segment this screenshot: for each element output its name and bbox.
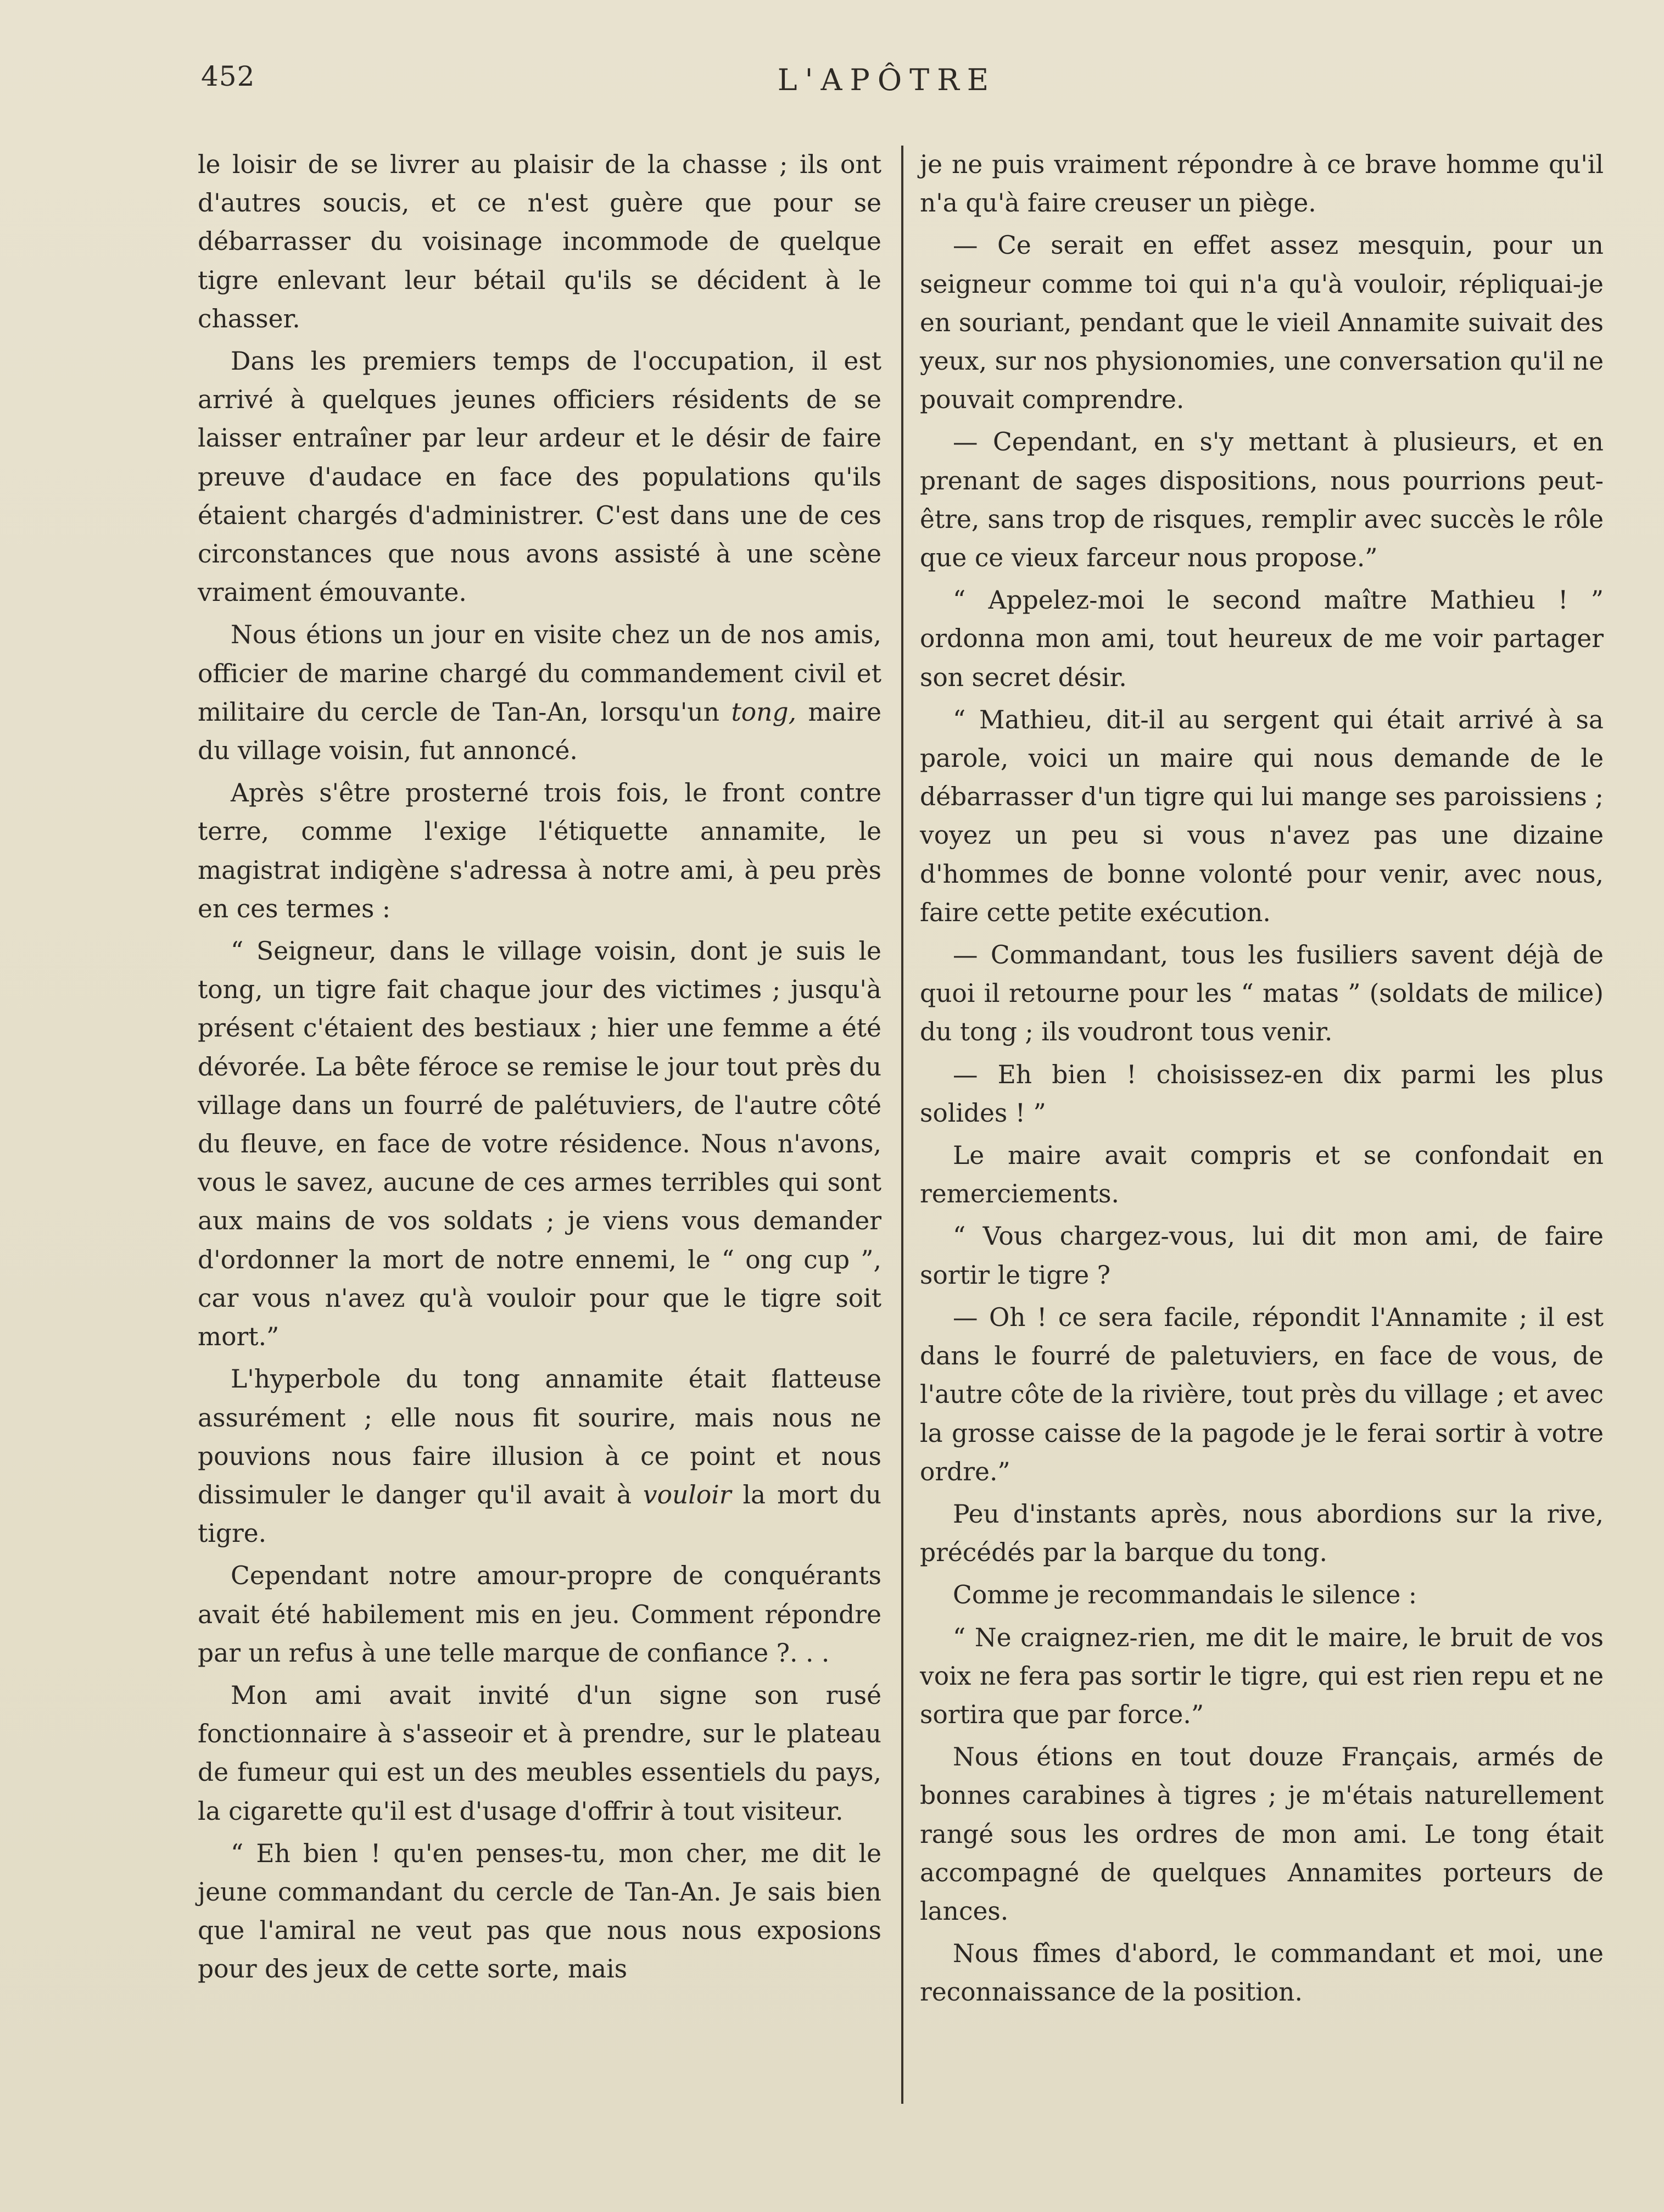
text-run: Nous étions un jour en visite chez un de nos amis, officier de marine chargé du commandement civil et militaire du cercle de Tan-An, lorsqu'un (198, 620, 881, 727)
paragraph: le loisir de se livrer au plaisir de la chasse ; ils ont d'autres soucis, et ce n'est guère que pour se débarrasser du voisinage incommode de quelque tigre enlevant leur bétail qu'ils se décident à le chasser. (198, 150, 881, 333)
paragraph (198, 1360, 881, 1553)
page-number: 452 (201, 60, 255, 92)
italic-word: vouloir (643, 1480, 732, 1509)
paragraph: Cependant notre amour-propre de conquérants avait été habilement mis en jeu. Comment répondre par un refus à une telle marque de confiance ?. . . (198, 1561, 881, 1668)
paragraph: Nous fîmes d'abord, le commandant et moi, une reconnaissance de la position. (920, 1939, 1604, 2007)
paragraph: “ Seigneur, dans le village voisin, dont je suis le tong, un tigre fait chaque jour des victimes ; jusqu'à présent c'étaient des bestiaux ; hier une femme a été dévorée. La bête féroce se remise le jour tout près du village dans un fourré de palétuviers, de l'autre côté du fleuve, en face de votre résidence. Nous n'avons, vous le savez, aucune de ces armes terribles qui sont aux mains de vos soldats ; je viens vous demander d'ordonner la mort de notre ennemi, le “ ong cup ”, car vous n'avez qu'à vouloir pour que le tigre soit mort.” (198, 937, 881, 1352)
paragraph: “ Mathieu, dit-il au sergent qui était arrivé à sa parole, voici un maire qui nous demande de le débarrasser d'un tigre qui lui mange ses paroissiens ; voyez un peu si vous n'avez pas une dizaine d'hommes de bonne volonté pour venir, avec nous, faire cette petite exécution. (920, 705, 1604, 927)
paragraph: Après s'être prosterné trois fois, le front contre terre, comme l'exige l'étiquette annamite, le magistrat indigène s'adressa à notre ami, à peu près en ces termes : (198, 778, 881, 923)
paragraph: — Eh bien ! choisissez-en dix parmi les plus solides ! ” (920, 1060, 1604, 1128)
text-columns (198, 146, 1604, 2134)
paragraph: “ Ne craignez-rien, me dit le maire, le bruit de vos voix ne fera pas sortir le tigre, qui est rien repu et ne sortira que par force.” (920, 1623, 1604, 1729)
paragraph: “ Appelez-moi le second maître Mathieu ! ” ordonna mon ami, tout heureux de me voir partager son secret désir. (920, 586, 1604, 692)
right-column (920, 146, 1604, 2016)
text-run: maire du village voisin, fut annoncé. (198, 697, 881, 766)
text-run: L'hyperbole du tong annamite était flatteuse assurément ; elle nous fit sourire, mais nous ne pouvions nous faire illusion à ce point et nous dissimuler le danger qu'il avait à (198, 1364, 881, 1509)
paragraph: Le maire avait compris et se confondait en remerciements. (920, 1141, 1604, 1209)
paragraph: Comme je recommandais le silence : (953, 1580, 1417, 1610)
paragraph: “ Vous chargez-vous, lui dit mon ami, de faire sortir le tigre ? (920, 1222, 1604, 1290)
italic-word: tong, (731, 697, 797, 727)
paragraph: — Oh ! ce sera facile, répondit l'Annamite ; il est dans le fourré de paletuviers, en face de vous, de l'autre côte de la rivière, tout près du village ; et avec la grosse caisse de la pagode je le ferai sortir à votre ordre.” (920, 1302, 1604, 1486)
left-column (198, 146, 881, 1993)
paragraph: Nous étions en tout douze Français, armés de bonnes carabines à tigres ; je m'étais naturellement rangé sous les ordres de mon ami. Le tong était accompagné de quelques Annamites porteurs de lances. (920, 1742, 1604, 1926)
paragraph: — Ce serait en effet assez mesquin, pour un seigneur comme toi qui n'a qu'à vouloir, répliquai-je en souriant, pendant que le vieil Annamite suivait des yeux, sur nos physionomies, une conversation qu'il ne pouvait comprendre. (920, 231, 1604, 415)
paragraph: Dans les premiers temps de l'occupation, il est arrivé à quelques jeunes officiers résidents de se laisser entraîner par leur ardeur et le désir de faire preuve d'audace en face des populations qu'ils étaient chargés d'administrer. C'est dans une de ces circonstances que nous avons assisté à une scène vraiment émouvante. (198, 347, 881, 608)
page-header (198, 60, 1576, 110)
paragraph: je ne puis vraiment répondre à ce brave homme qu'il n'a qu'à faire creuser un piège. (920, 150, 1604, 218)
paragraph: — Commandant, tous les fusiliers savent déjà de quoi il retourne pour les “ matas ” (soldats de milice) du tong ; ils voudront tous venir. (920, 940, 1604, 1047)
paragraph: Mon ami avait invité d'un signe son rusé fonctionnaire à s'asseoir et à prendre, sur le plateau de fumeur qui est un des meubles essentiels du pays, la cigarette qu'il est d'usage d'offrir à tout visiteur. (198, 1680, 881, 1826)
paragraph: “ Eh bien ! qu'en penses-tu, mon cher, me dit le jeune commandant du cercle de Tan-An. Je sais bien que l'amiral ne veut pas que nous nous exposions pour des jeux de cette sorte, mais (198, 1838, 881, 1984)
text-run: la mort du tigre. (198, 1480, 881, 1548)
paragraph (198, 616, 881, 770)
running-title: L'APÔTRE (777, 63, 997, 97)
paragraph: Peu d'instants après, nous abordions sur la rive, précédés par la barque du tong. (920, 1499, 1604, 1568)
paragraph: — Cependant, en s'y mettant à plusieurs, et en prenant de sages dispositions, nous pourrions peut-être, sans trop de risques, remplir avec succès le rôle que ce vieux farceur nous propose.” (920, 427, 1604, 573)
